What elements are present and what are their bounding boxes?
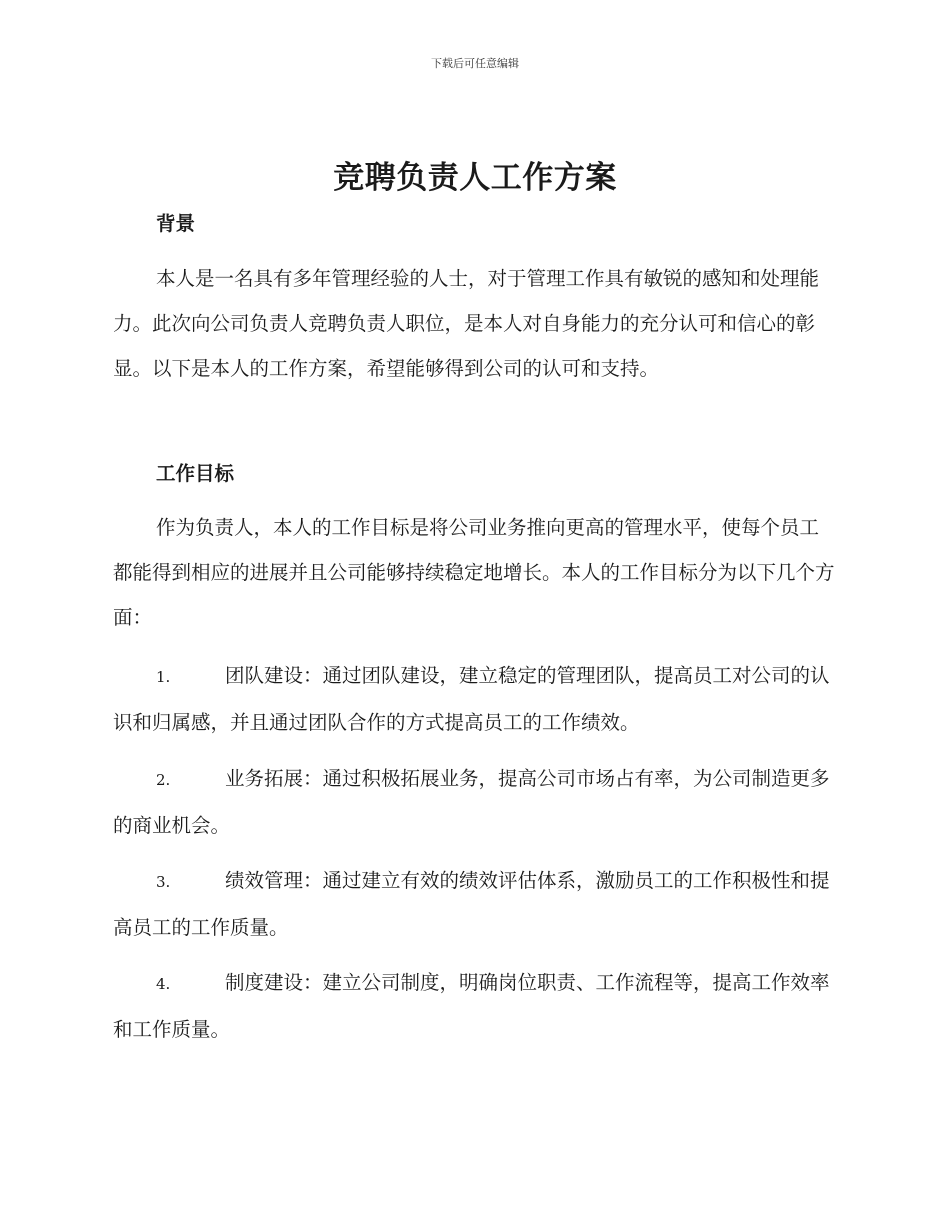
section-paragraph-background: 本人是一名具有多年管理经验的人士，对于管理工作具有敏锐的感知和处理能力。此次向公司负责人竞聘负责人职位，是本人对自身能力的充分认可和信心的彰显。以下是本人的工作方案，希望能够得到公司的认可和支持。 — [113, 267, 820, 380]
goal-number: 4. — [156, 975, 171, 993]
document-title: 竞聘负责人工作方案 — [333, 160, 617, 196]
goal-number: 2. — [156, 771, 171, 789]
goal-number: 1. — [156, 668, 171, 686]
goal-item — [113, 858, 835, 950]
header-note: 下载后可任意编辑 — [431, 57, 519, 70]
goal-item — [113, 960, 835, 1052]
goal-text: 制度建设：建立公司制度，明确岗位职责、工作流程等，提高工作效率和工作质量。 — [113, 971, 830, 1041]
goal-item — [113, 653, 835, 745]
goal-item — [113, 756, 835, 848]
section-heading-goals: 工作目标 — [156, 462, 235, 485]
goal-text: 业务拓展：通过积极拓展业务，提高公司市场占有率，为公司制造更多的商业机会。 — [113, 767, 830, 837]
section-paragraph-goals: 作为负责人，本人的工作目标是将公司业务推向更高的管理水平，使每个员工都能得到相应的进展并且公司能够持续稳定地增长。本人的工作目标分为以下几个方面： — [113, 516, 835, 629]
goal-text: 团队建设：通过团队建设，建立稳定的管理团队，提高员工对公司的认识和归属感，并且通过团队合作的方式提高员工的工作绩效。 — [113, 664, 830, 734]
goal-number: 3. — [156, 873, 171, 891]
goal-text: 绩效管理：通过建立有效的绩效评估体系，激励员工的工作积极性和提高员工的工作质量。 — [113, 869, 830, 939]
section-heading-background: 背景 — [156, 212, 196, 235]
